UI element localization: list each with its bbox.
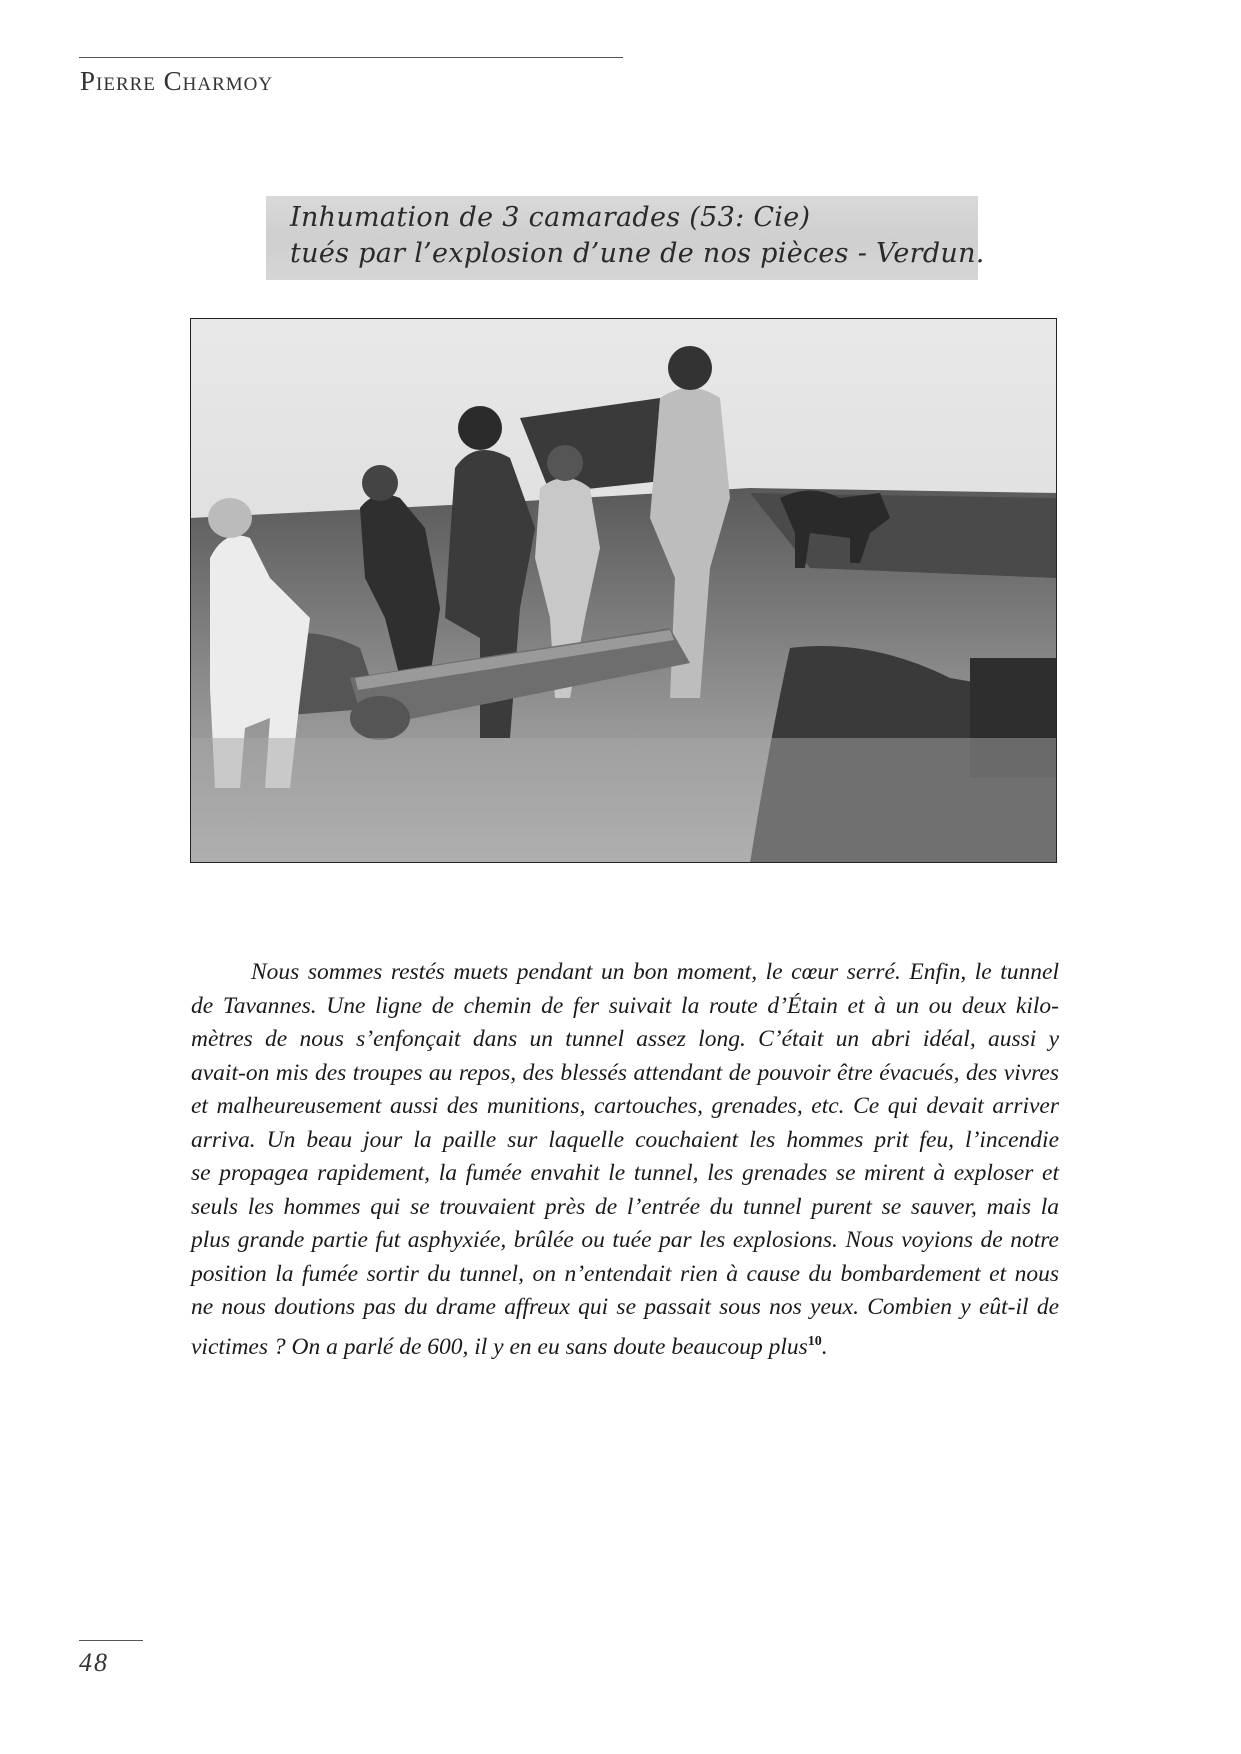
caption-line-1: Inhumation de 3 camarades (53: Cie) (290, 202, 811, 233)
caption-line-2: tués par l’explosion d’une de nos pièces - Verdun. (290, 238, 985, 269)
header-rule (79, 57, 623, 58)
body-paragraph (191, 956, 1059, 1364)
body-line: position la fumée sortir du tunnel, on n’entendait rien à cause du bombardement et nous (191, 1260, 1059, 1287)
body-line: et malheureusement aussi des munitions, cartouches, grenades, etc. Ce qui devait arriver (191, 1093, 1059, 1119)
body-line: mètres de nous s’enfonçait dans un tunnel assez long. C’était un abri idéal, aussi y (191, 1026, 1059, 1052)
body-line: de Tavannes. Une ligne de chemin de fer suivait la route d’Étain et à un ou deux kilo- (191, 992, 1059, 1019)
page-number: 48 (79, 1648, 109, 1677)
handwritten-caption (266, 196, 985, 280)
running-header-author: Pierre Charmoy (80, 66, 274, 96)
body-line-last (191, 1325, 1059, 1364)
footer-rule (79, 1640, 143, 1641)
body-line: se propagea rapidement, la fumée envahit le tunnel, les grenades se mirent à exploser et (191, 1160, 1059, 1186)
body-line-last-text: victimes ? On a parlé de 600, il y en eu sans doute beaucoup plus (191, 1333, 808, 1360)
historical-photograph (190, 318, 1057, 863)
body-line: ne nous doutions pas du drame affreux qui se passait sous nos yeux. Combien y eût-il de (191, 1294, 1059, 1320)
footnote-reference[interactable]: 10 (807, 1333, 822, 1349)
body-line: plus grande partie fut asphyxiée, brûlée ou tuée par les explosions. Nous voyions de notre (191, 1227, 1059, 1253)
body-line: arriva. Un beau jour la paille sur laquelle couchaient les hommes prit feu, l’incendie (191, 1126, 1059, 1153)
body-line: seuls les hommes qui se trouvaient près de l’entrée du tunnel purent se sauver, mais la (191, 1193, 1059, 1220)
body-line: Nous sommes restés muets pendant un bon moment, le cœur serré. Enfin, le tunnel (251, 959, 1059, 985)
body-line: avait-on mis des troupes au repos, des blessés attendant de pouvoir être évacués, des vivres (191, 1059, 1059, 1086)
end-punctuation: . (821, 1333, 828, 1360)
